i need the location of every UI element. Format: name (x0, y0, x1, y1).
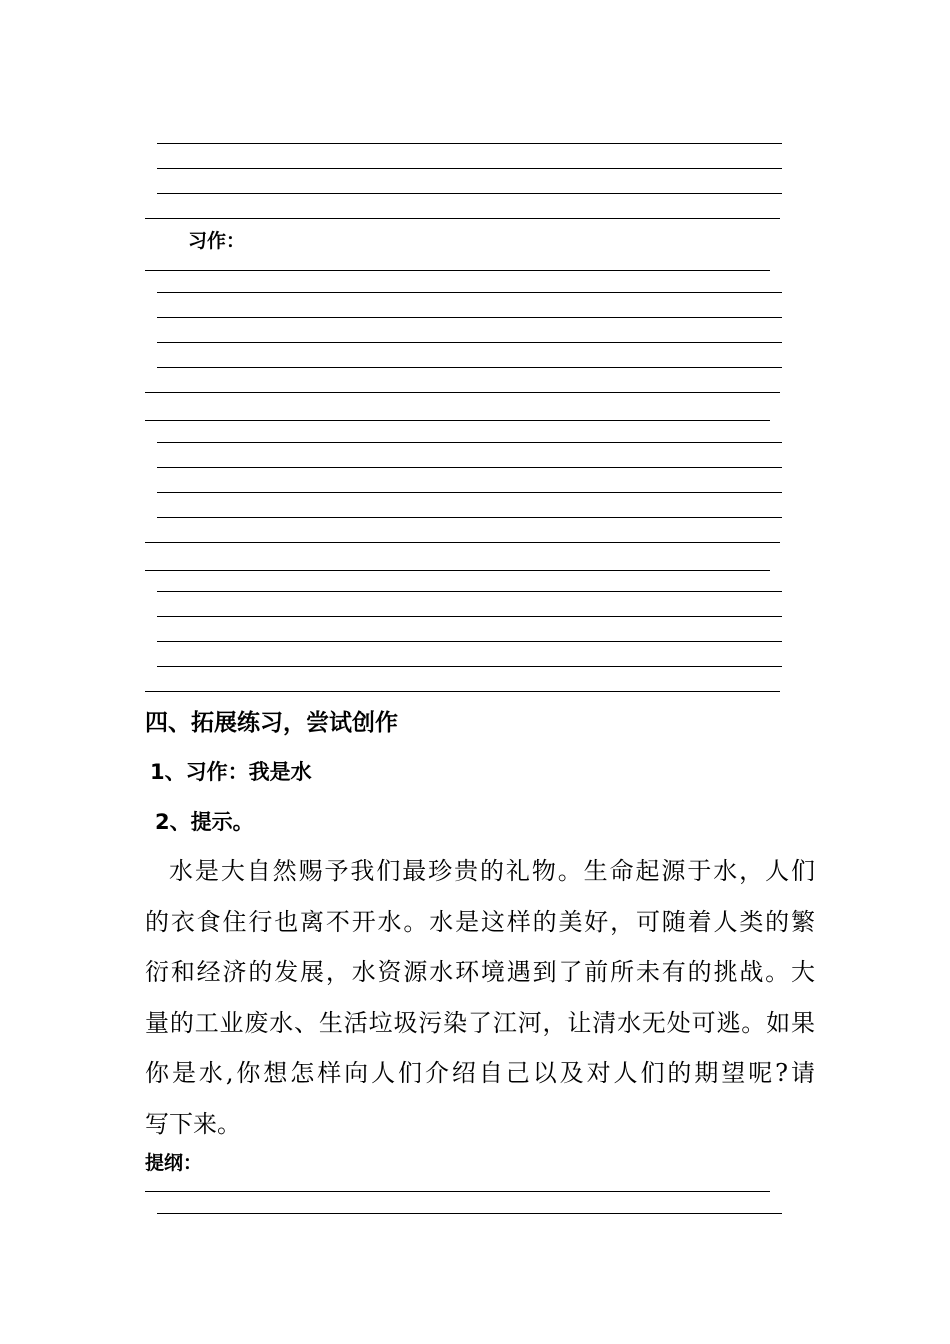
writing-line (157, 467, 782, 468)
section-heading: 四、拓展练习，尝试创作 (145, 710, 398, 736)
writing-line (157, 1213, 782, 1214)
writing-line (145, 691, 780, 692)
paragraph-line: 的衣食住行也离不开水。水是这样的美好，可随着人类的繁 (145, 907, 815, 936)
paragraph-line: 水是大自然赐予我们最珍贵的礼物。生命起源于水，人们 (169, 857, 815, 885)
writing-line (157, 143, 782, 144)
writing-line (157, 342, 782, 343)
writing-line (145, 420, 770, 421)
writing-line (157, 666, 782, 667)
writing-line (157, 292, 782, 293)
writing-line (157, 492, 782, 493)
writing-line (145, 218, 780, 219)
writing-line (157, 168, 782, 169)
writing-line (145, 1191, 770, 1192)
writing-line (157, 641, 782, 642)
paragraph-line: 衍和经济的发展，水资源水环境遇到了前所未有的挑战。大 (145, 958, 815, 986)
writing-line (157, 317, 782, 318)
writing-line (157, 367, 782, 368)
hint-title: 2、提示。 (155, 810, 254, 834)
writing-line (157, 517, 782, 518)
paragraph-line: 你是水,你想怎样向人们介绍自己以及对人们的期望呢?请 (145, 1059, 815, 1087)
hint-paragraph (145, 846, 815, 1149)
writing-line (157, 616, 782, 617)
writing-line (157, 442, 782, 443)
writing-line (145, 392, 780, 393)
outline-label: 提纲： (145, 1152, 203, 1174)
writing-line (157, 193, 782, 194)
writing-line (145, 270, 770, 271)
paragraph-line: 量的工业废水、生活垃圾污染了江河，让清水无处可逃。如果 (145, 1008, 815, 1037)
composition-label: 习作： (188, 230, 246, 252)
writing-line (145, 542, 780, 543)
paragraph-line: 写下来。 (145, 1109, 241, 1138)
writing-line (145, 570, 770, 571)
writing-line (157, 591, 782, 592)
task-title: 1、习作：我是水 (150, 760, 312, 784)
